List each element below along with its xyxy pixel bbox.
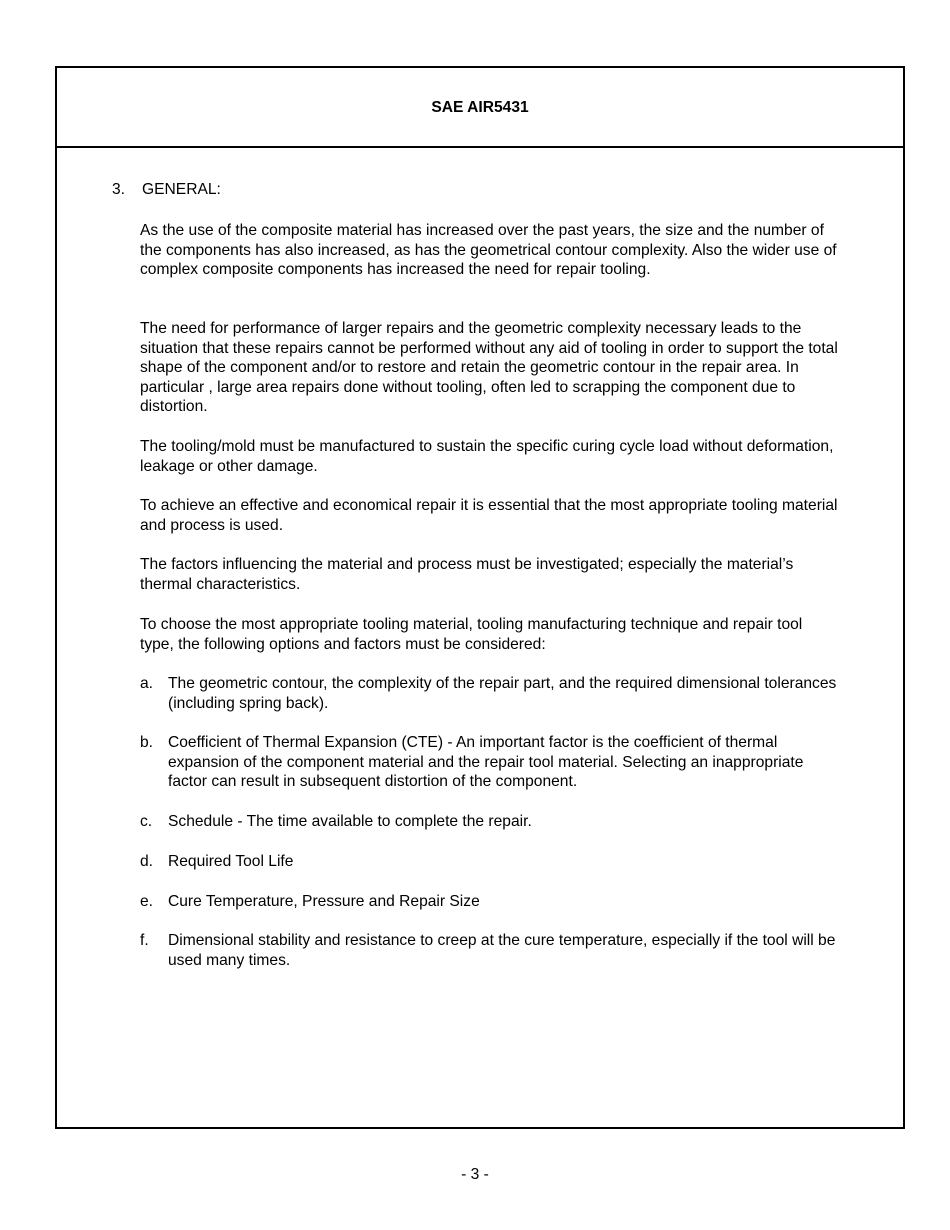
list-item bbox=[140, 931, 840, 970]
page-frame bbox=[55, 66, 905, 1129]
paragraph: The need for performance of larger repairs and the geometric complexity necessary leads to the situation that these repairs cannot be performed without any aid of tooling in order to support the total shape of the component and/or to restore and retain the geometric contour in the repair area. In particular , large area repairs done without tooling, often led to scrapping the component due to distortion. bbox=[140, 320, 838, 416]
section-number: 3. bbox=[112, 181, 126, 198]
paragraph: The factors influencing the material and process must be investigated; especially the material’s thermal characteristics. bbox=[140, 556, 794, 593]
section-title: GENERAL: bbox=[142, 181, 221, 198]
list-item-text: Dimensional stability and resistance to creep at the cure temperature, especially if the tool will be used many times. bbox=[168, 932, 836, 969]
document-title: SAE AIR5431 bbox=[431, 99, 529, 116]
paragraph: To choose the most appropriate tooling material, tooling manufacturing technique and repair tool type, the following options and factors must be considered: bbox=[140, 616, 803, 653]
list-item-text: Cure Temperature, Pressure and Repair Size bbox=[168, 893, 480, 910]
list-item-text: Required Tool Life bbox=[168, 853, 294, 870]
list-item-letter: d. bbox=[140, 853, 154, 870]
paragraph: As the use of the composite material has increased over the past years, the size and the number of the components has also increased, as has the geometrical contour complexity. Also the wider use of complex composite components has increased the need for repair tooling. bbox=[140, 222, 837, 279]
list-item bbox=[140, 852, 840, 872]
paragraph: To achieve an effective and economical repair it is essential that the most appropriate tooling material and process is used. bbox=[140, 497, 838, 534]
section-heading bbox=[112, 181, 221, 199]
list-item bbox=[140, 892, 840, 912]
list-item-letter: e. bbox=[140, 893, 154, 910]
list-item-letter: b. bbox=[140, 734, 154, 751]
paragraph: The tooling/mold must be manufactured to sustain the specific curing cycle load without deformation, leakage or other damage. bbox=[140, 438, 834, 475]
list-item-text: Schedule - The time available to complete the repair. bbox=[168, 813, 532, 830]
list-item bbox=[140, 733, 840, 792]
list-item bbox=[140, 674, 840, 713]
list-item-letter: c. bbox=[140, 813, 153, 830]
list-item-text: The geometric contour, the complexity of the repair part, and the required dimensional tolerances (including spring back). bbox=[168, 675, 837, 712]
page-number: - 3 - bbox=[461, 1166, 489, 1183]
list-item-text: Coefficient of Thermal Expansion (CTE) - An important factor is the coefficient of thermal expansion of the component material and the repair tool material. Selecting an inappropriate factor can result in subsequent distortion of the component. bbox=[168, 734, 804, 791]
list-item-letter: a. bbox=[140, 675, 154, 692]
list-item-letter: f. bbox=[140, 932, 149, 949]
list-item bbox=[140, 812, 840, 832]
document-header bbox=[57, 68, 903, 148]
